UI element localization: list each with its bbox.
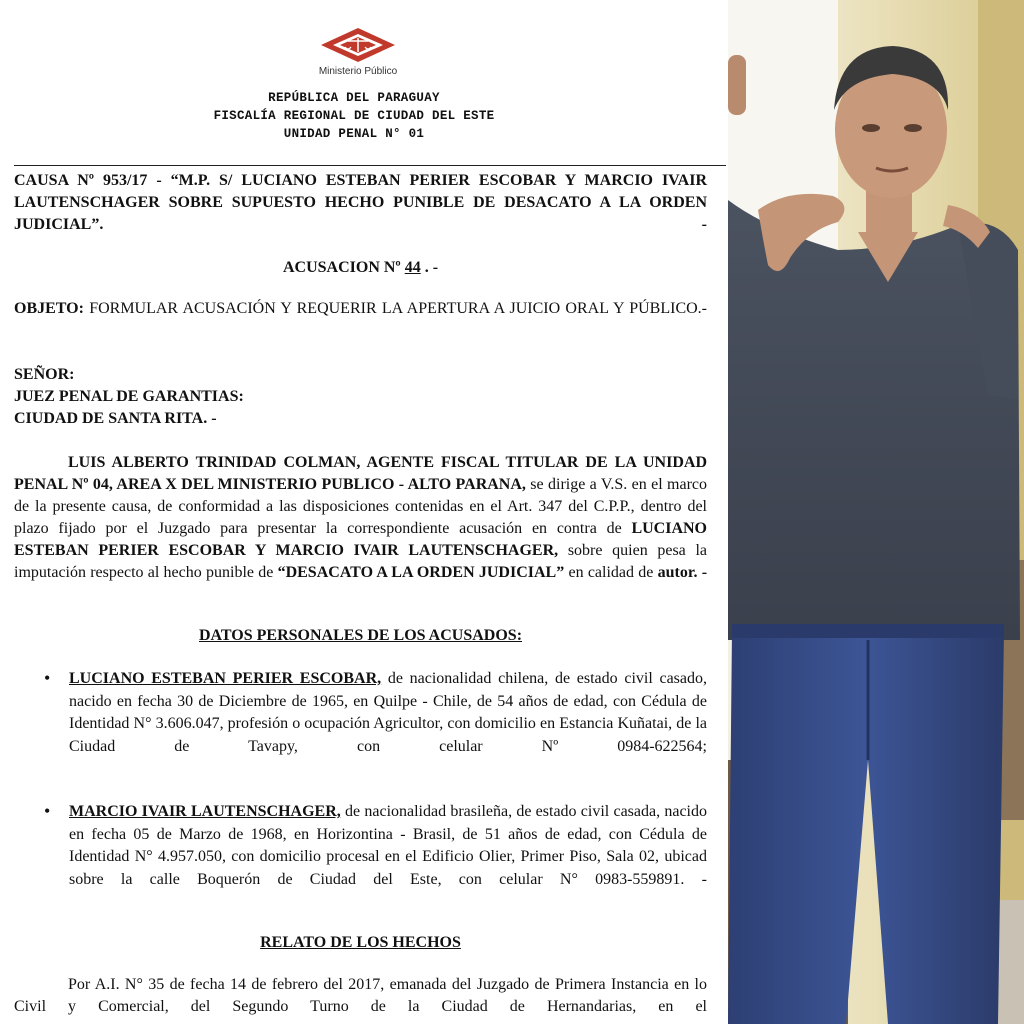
addressee-block — [14, 364, 707, 430]
accused-names: LUCIANO ESTEBAN PERIER ESCOBAR Y MARCIO IVAIR LAUTENSCHAGER, — [14, 520, 707, 559]
addressee-line-2: JUEZ PENAL DE GARANTIAS: — [14, 388, 244, 405]
acusacion-label: ACUSACION Nº — [282, 259, 405, 276]
causa-title: CAUSA Nº 953/17 - “M.P. S/ LUCIANO ESTEBAN PERIER ESCOBAR Y MARCIO IVAIR LAUTENSCHAGER SOBRE SUPUESTO HECHO PUNIBLE DE DESACATO A LA ORDEN JUDICIAL”. - — [14, 172, 707, 233]
header-unidad: UNIDAD PENAL N° 01 — [283, 127, 425, 141]
role-label: autor. - — [657, 564, 708, 581]
relato-paragraph — [14, 974, 707, 1018]
portrait-photo — [728, 0, 1024, 1024]
addressee-line-3: CIUDAD DE SANTA RITA. - — [14, 410, 217, 427]
objeto-text: FORMULAR ACUSACIÓN Y REQUERIR LA APERTURA A JUICIO ORAL Y PÚBLICO.- — [83, 300, 707, 317]
body-paragraph — [14, 452, 707, 584]
charge-name: “DESACATO A LA ORDEN JUDICIAL” — [277, 564, 565, 581]
relato-title: RELATO DE LOS HECHOS — [260, 934, 461, 951]
accused-details: de nacionalidad chilena, de estado civil casado, nacido en fecha 30 de Diciembre de 1965, en Quilpe - Chile, de 54 años de edad, con Cédula de Identidad N° 3.606.047, profesión o ocupación Agricultor, con domicilio en Estancia Kuñatai, de la Ciudad de Tavapy, con celular Nº 0984-622564; — [69, 670, 708, 755]
logo-caption: Ministerio Público — [318, 66, 398, 77]
body-text-3: en calidad de — [564, 564, 658, 581]
addressee-line-1: SEÑOR: — [14, 366, 75, 383]
objeto-paragraph — [14, 298, 707, 320]
header-rule — [14, 165, 726, 166]
ministerio-logo — [298, 26, 418, 77]
person-photo-image — [728, 0, 1024, 1024]
prosecutor-name: LUIS ALBERTO TRINIDAD COLMAN, AGENTE FISCAL TITULAR DE LA UNIDAD PENAL Nº 04, AREA X DEL MINISTERIO PUBLICO - ALTO PARANA, — [14, 454, 707, 493]
accused-name: LUCIANO ESTEBAN PERIER ESCOBAR, — [69, 670, 382, 687]
body-text-2: sobre quien pesa la imputación respecto al hecho punible de — [14, 542, 707, 581]
relato-text: Por A.I. N° 35 de fecha 14 de febrero del 2017, emanada del Juzgado de Primera Instancia en lo Civil y Comercial, del Segundo Turno de la Ciudad de Hernandarias, en el — [14, 976, 707, 1015]
scales-emblem-icon — [319, 26, 397, 64]
acusacion-heading — [14, 257, 707, 279]
header-country: REPÚBLICA DEL PARAGUAY — [268, 91, 440, 105]
objeto-label: OBJETO: — [14, 300, 84, 317]
bullet-icon: • — [44, 801, 51, 821]
acusacion-number: 44 — [404, 259, 421, 276]
list-item — [69, 668, 707, 758]
accused-name: MARCIO IVAIR LAUTENSCHAGER, — [69, 803, 341, 820]
accused-details: de nacionalidad brasileña, de estado civil casada, nacido en fecha 05 de Marzo de 1968, en Horizontina - Brasil, de 51 años de edad, con Cédula de Identidad N° 4.957.050, con domicilio procesal en el Edificio Olier, Primer Piso, Sala 02, ubicad sobre la calle Boquerón de Ciudad del Este, con celular N° 0983-559891. - — [69, 803, 707, 888]
datos-personales-title: DATOS PERSONALES DE LOS ACUSADOS: — [198, 627, 523, 644]
header-fiscalia: FISCALÍA REGIONAL DE CIUDAD DEL ESTE — [213, 109, 495, 123]
acusacion-suffix: . - — [420, 259, 439, 276]
bullet-icon: • — [44, 668, 51, 688]
list-item — [69, 801, 707, 891]
body-text-1: se dirige a V.S. en el marco de la presente causa, de conformidad a las disposiciones contenidas en el Art. 347 del C.P.P., dentro del plazo fijado por el Juzgado para presentar la correspondiente acusación en contra de — [14, 476, 708, 537]
